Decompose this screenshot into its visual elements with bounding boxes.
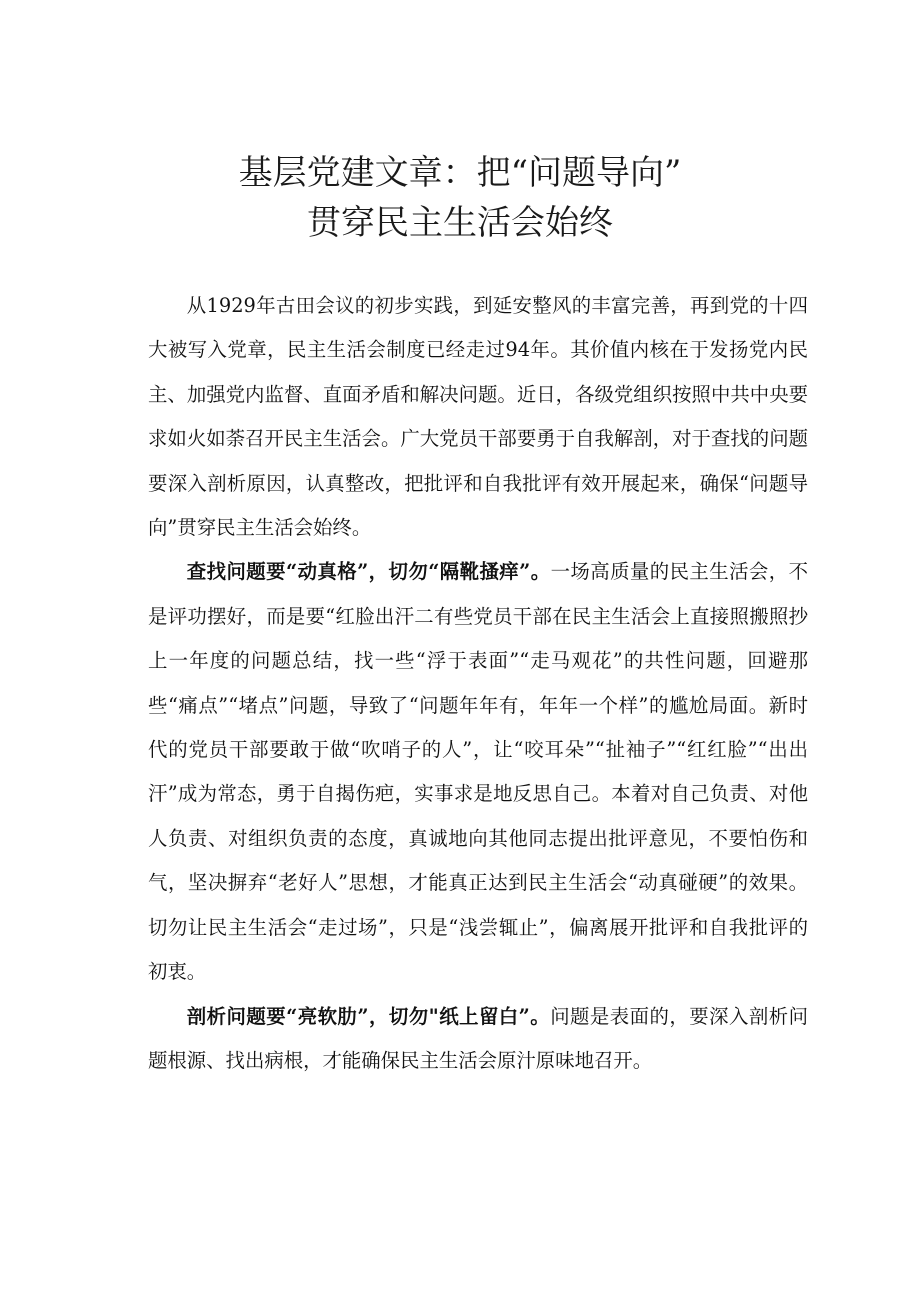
- paragraph-2-lead: 查找问题要“动真格”，切勿“隔靴搔痒”。: [186, 560, 551, 584]
- paragraph-3-text: 问题是表面的，要深入剖析问题根源、找出病根，才能确保民主生活会原汁原味地召开。: [148, 1004, 809, 1072]
- paragraph-2: [148, 550, 808, 994]
- paragraph-3: [148, 995, 808, 1084]
- paragraph-1-text: 从1929年古田会议的初步实践，到延安整风的丰富完善，再到党的十四大被写入党章，民主生活会制度已经走过94年。其价值内核在于发扬党内民主、加强党内监督、直面矛盾和解决问题。近日，各级党组织按照中共中央要求如火如荼召开民主生活会。广大党员干部要勇于自我解剖，对于查找的问题要深入剖析原因，认真整改，把批评和自我批评有效开展起来，确保“问题导向”贯穿民主生活会始终。: [148, 294, 808, 540]
- article-title: [0, 148, 920, 248]
- paragraph-3-lead: 剖析问题要“亮软肋”，切勿"纸上留白”。: [186, 1004, 551, 1028]
- title-line-1: 基层党建文章：把“问题导向”: [238, 153, 682, 193]
- article-body: [148, 284, 808, 1083]
- paragraph-1: [148, 284, 808, 550]
- title-line-2: 贯穿民主生活会始终: [307, 203, 613, 243]
- paragraph-2-text: 一场高质量的民主生活会，不是评功摆好，而是要“红脸出汗二有些党员干部在民主生活会上直接照搬照抄上一年度的问题总结，找一些“浮于表面”“走马观花”的共性问题，回避那些“痛点”“堵点”问题，导致了“问题年年有，年年一个样”的尴尬局面。新时代的党员干部要敢于做“吹哨子的人”，让“咬耳朵”“扯袖子”“红红脸”“出出汗”成为常态，勇于自揭伤疤，实事求是地反思自己。本着对自己负责、对他人负责、对组织负责的态度，真诚地向其他同志提出批评意见，不要怕伤和气，坚决摒弃“老好人”思想，才能真正达到民主生活会“动真碰硬”的效果。切勿让民主生活会“走过场”，只是“浅尝辄止”，偏离展开批评和自我批评的初衷。: [148, 560, 808, 984]
